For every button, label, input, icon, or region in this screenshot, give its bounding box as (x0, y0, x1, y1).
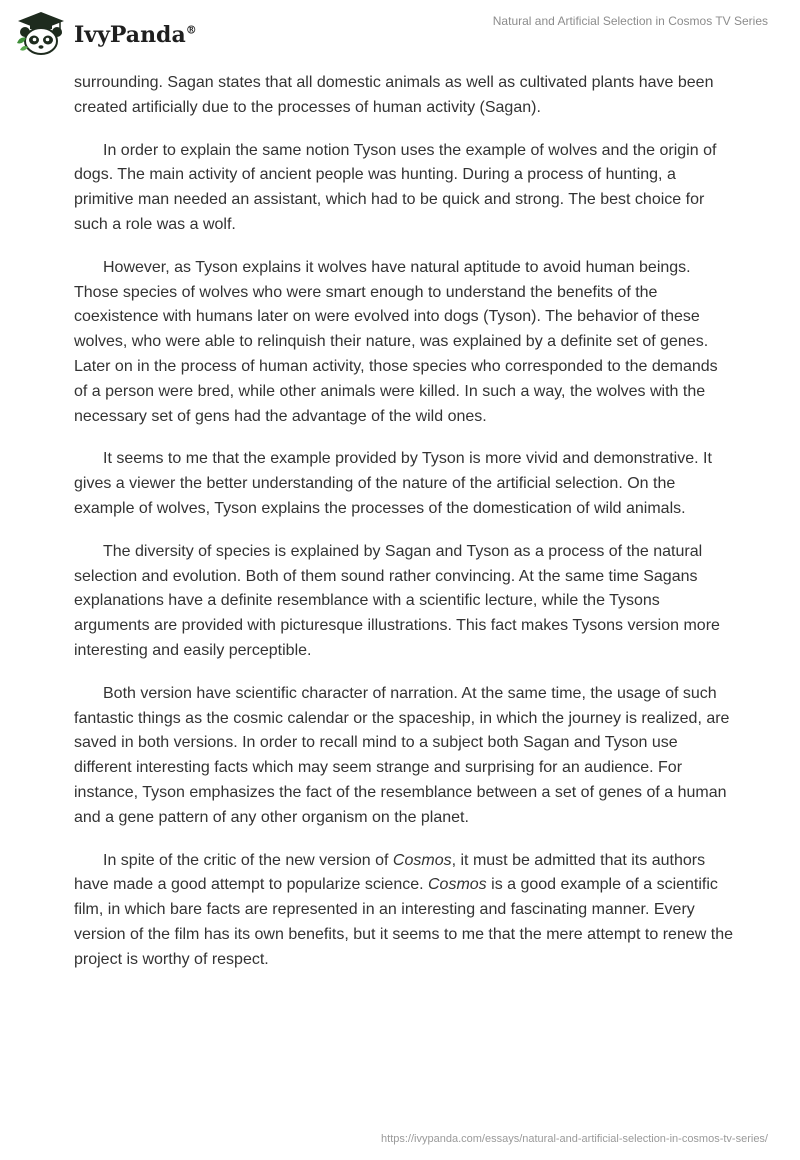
paragraph: surrounding. Sagan states that all domestic animals as well as cultivated plants have been created artificially due to the processes of human activity (Sagan). (74, 74, 714, 116)
panda-graduate-icon (14, 10, 68, 56)
essay-body (74, 71, 734, 991)
film-title: Cosmos (428, 876, 487, 894)
paragraph: In spite of the critic of the new version of Cosmos, it must be admitted that its authors have made a good attempt to popularize science. Cosmos is a good example of a scientific film, in which bare facts are represented in an interesting and fascinating manner. Every version of the film has its own benefits, but it seems to me that the mere attempt to renew the project is worthy of respect. (74, 851, 733, 968)
film-title: Cosmos (392, 851, 452, 869)
paragraph: The diversity of species is explained by Sagan and Tyson as a process of the natural selection and evolution. Both of them sound rather convincing. At the same time Sagans explanations have a definite resemblance with a scientific lecture, while the Tysons arguments are provided with picturesque illustrations. This fact makes Tysons version more interesting and easily perceptible. (74, 542, 720, 659)
brand-logo[interactable] (14, 10, 197, 56)
paragraph: In order to explain the same notion Tyson uses the example of wolves and the origin of dogs. The main activity of ancient people was hunting. During a process of hunting, a primitive man needed an assistant, which had to be quick and strong. The best choice for such a role was a wolf. (74, 141, 717, 233)
paragraph: However, as Tyson explains it wolves have natural aptitude to avoid human beings. Those species of wolves who were smart enough to understand the benefits of the coexistence with humans later on were evolved into dogs (Tyson). The behavior of these wolves, who were able to relinquish their nature, was explained by a definite set of genes. Later on in the process of human activity, those species who corresponded to the demands of a person were bred, while other animals were killed. In such a way, the wolves with the necessary set of gens had the advantage of the wild ones. (74, 258, 718, 425)
source-url[interactable]: https://ivypanda.com/essays/natural-and-artificial-selection-in-cosmos-tv-series/ (381, 1133, 768, 1145)
paragraph: It seems to me that the example provided by Tyson is more vivid and demonstrative. It gives a viewer the better understanding of the nature of the artificial selection. On the example of wolves, Tyson explains the processes of the domestication of wild animals. (74, 450, 712, 517)
document-title: Natural and Artificial Selection in Cosmos TV Series (492, 14, 768, 28)
paragraph: Both version have scientific character of narration. At the same time, the usage of such fantastic things as the cosmic calendar or the spaceship, in which the journey is realized, are saved in both versions. In order to recall mind to a subject both Sagan and Tyson use different interesting facts which may seem strange and surprising for an audience. For instance, Tyson emphasizes the fact of the resemblance between a set of genes of a human and a gene pattern of any other organism on the planet. (74, 684, 730, 826)
brand-name: IvyPanda® (74, 22, 197, 48)
page-header (0, 0, 800, 70)
